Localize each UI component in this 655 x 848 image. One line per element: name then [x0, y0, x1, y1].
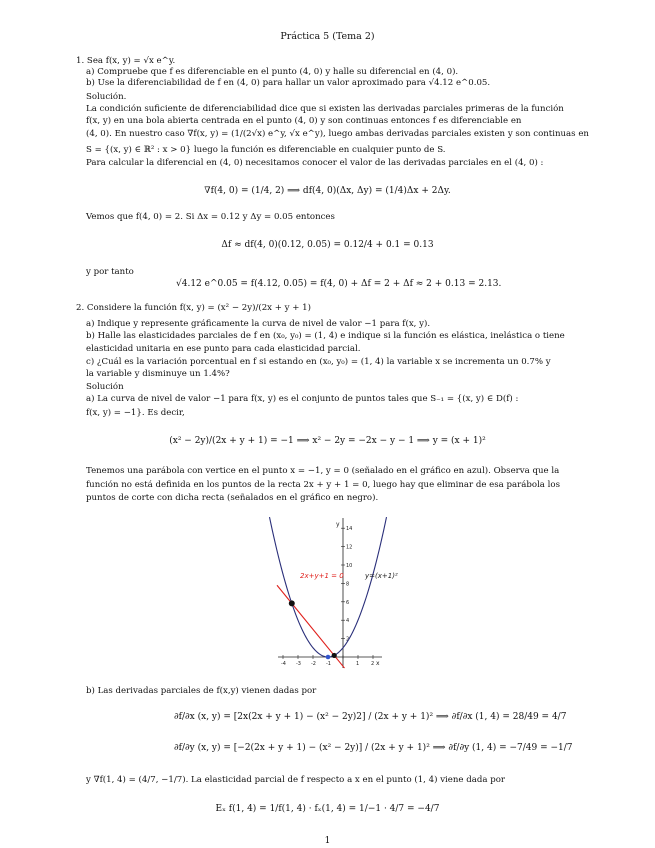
- problem2-solution-label: Solución: [86, 382, 124, 392]
- line-label: 2x+y+1 = 0: [300, 572, 344, 580]
- problem2-part-c: c) ¿Cuál es la variación porcentual en f si estando en (x₀, y₀) = (1, 4) la variable x se incrementa un 0.7% y: [86, 357, 551, 367]
- vertex-point: [326, 655, 331, 660]
- problem2-part-b: b) Halle las elasticidades parciales de f en (x₀, y₀) = (1, 4) e indique si la función es elástica, inelástica o tiene: [86, 331, 565, 341]
- problem2-paragraph: Tenemos una parábola con vertice en el punto x = −1, y = 0 (señalado en el gráfico en azul). Observa que la: [86, 466, 560, 476]
- page-title: Práctica 5 (Tema 2): [280, 31, 375, 42]
- equation-partial-y: ∂f/∂y (x, y) = [−2(2x + y + 1) − (x² − 2y)] / (2x + y + 1)² ⟹ ∂f/∂y (1, 4) = −7/49 = −1/7: [174, 743, 573, 753]
- problem2-paragraph: y ∇f(1, 4) = (4/7, −1/7). La elasticidad parcial de f respecto a x en el punto (1, 4) viene dada por: [86, 775, 505, 785]
- problem1-paragraph: S = {(x, y) ∈ ℝ² : x > 0} luego la función es diferenciable en cualquier punto de S.: [86, 145, 446, 155]
- equation-partial-x: ∂f/∂x (x, y) = [2x(2x + y + 1) − (x² − 2y)2] / (2x + y + 1)² ⟹ ∂f/∂x (1, 4) = 28/49 = 4/7: [174, 712, 567, 722]
- problem2-paragraph: b) Las derivadas parciales de f(x,y) vienen dadas por: [86, 686, 317, 696]
- parabola-label: y=(x+1)²: [365, 572, 398, 580]
- equation-approximation: √4.12 e^0.05 = f(4.12, 0.05) = f(4, 0) + Δf = 2 + Δf ≈ 2 + 0.13 = 2.13.: [176, 279, 502, 289]
- equation-elasticity: Eₓ f(1, 4) = 1/f(1, 4) · fₓ(1, 4) = 1/−1 · 4/7 = −4/7: [215, 804, 440, 814]
- problem2-part-c: la variable y disminuye un 1.4%?: [86, 369, 230, 379]
- x-tick-label: -4: [281, 661, 286, 667]
- equation-gradient: ∇f(4, 0) = (1/4, 2) ⟹ df(4, 0)(Δx, Δy) = (1/4)Δx + 2Δy.: [204, 186, 451, 196]
- y-tick-label: 6: [346, 599, 350, 606]
- x-tick-label: 2: [371, 661, 375, 667]
- y-tick-label: 14: [346, 526, 353, 533]
- problem2-part-a: a) Indique y represente gráficamente la curva de nivel de valor −1 para f(x, y).: [86, 319, 431, 329]
- problem2-paragraph: puntos de corte con dicha recta (señalados en el gráfico en negro).: [86, 493, 379, 503]
- problem1-paragraph: Para calcular la diferencial en (4, 0) necesitamos conocer el valor de las derivadas parciales en el (4, 0) :: [86, 158, 544, 168]
- problem2-paragraph: f(x, y) = −1}. Es decir,: [86, 408, 185, 418]
- problem1-paragraph: f(x, y) en una bola abierta centrada en el punto (4, 0) y son continuas entonces f es diferenciable en: [86, 116, 522, 126]
- problem1-paragraph: y por tanto: [86, 267, 134, 277]
- y-tick-label: 2: [346, 636, 350, 643]
- problem1-paragraph: (4, 0). En nuestro caso ∇f(x, y) = (1/(2√x) e^y, √x e^y), luego ambas derivadas parciales existen y son continuas en: [86, 129, 589, 139]
- y-tick-label: 4: [346, 618, 350, 625]
- y-tick-label: 10: [346, 563, 353, 569]
- level-curve-figure: [272, 514, 398, 672]
- problem2-paragraph: a) La curva de nivel de valor −1 para f(x, y) es el conjunto de puntos tales que S₋₁ = {(x, y) ∈ D(f) :: [86, 394, 519, 404]
- equation-level-curve: (x² − 2y)/(2x + y + 1) = −1 ⟹ x² − 2y = −2x − y − 1 ⟹ y = (x + 1)²: [169, 436, 486, 446]
- problem1-paragraph: Vemos que f(4, 0) = 2. Si Δx = 0.12 y Δy = 0.05 entonces: [86, 212, 335, 222]
- problem2-statement: 2. Considere la función f(x, y) = (x² − 2y)/(2x + y + 1): [76, 303, 312, 313]
- problem1-part-a: a) Compruebe que f es diferenciable en el punto (4, 0) y halle su diferencial en (4, 0).: [86, 67, 459, 77]
- problem1-statement: 1. Sea f(x, y) = √x e^y.: [76, 56, 176, 66]
- cut-point: [332, 653, 337, 658]
- equation-delta-f: Δf ≈ df(4, 0)(0.12, 0.05) = 0.12/4 + 0.1 = 0.13: [221, 240, 434, 250]
- cut-point: [289, 600, 295, 606]
- y-tick-label: 8: [346, 581, 350, 588]
- problem1-paragraph: La condición suficiente de diferenciabilidad dice que si existen las derivadas parciales primeras de la función: [86, 104, 564, 114]
- problem2-paragraph: función no está definida en los puntos de la recta 2x + y + 1 = 0, luego hay que eliminar de esa parábola los: [86, 480, 560, 490]
- problem2-part-b: elasticidad unitaria en ese punto para cada elasticidad parcial.: [86, 344, 361, 354]
- y-tick-label: 12: [346, 544, 353, 551]
- problem1-solution-label: Solución.: [86, 92, 127, 102]
- x-tick-label: -2: [311, 661, 316, 667]
- problem1-part-b: b) Use la diferenciabilidad de f en (4, 0) para hallar un valor aproximado para √4.12 e^0.05.: [86, 78, 491, 88]
- x-tick-label: 1: [356, 661, 360, 667]
- page-number: 1: [324, 836, 331, 846]
- y-axis-label: y: [336, 521, 340, 528]
- parabola-curve: [270, 517, 387, 657]
- x-axis-label: x: [376, 660, 380, 667]
- x-tick-label: -3: [296, 661, 301, 667]
- x-tick-label: -1: [326, 661, 331, 667]
